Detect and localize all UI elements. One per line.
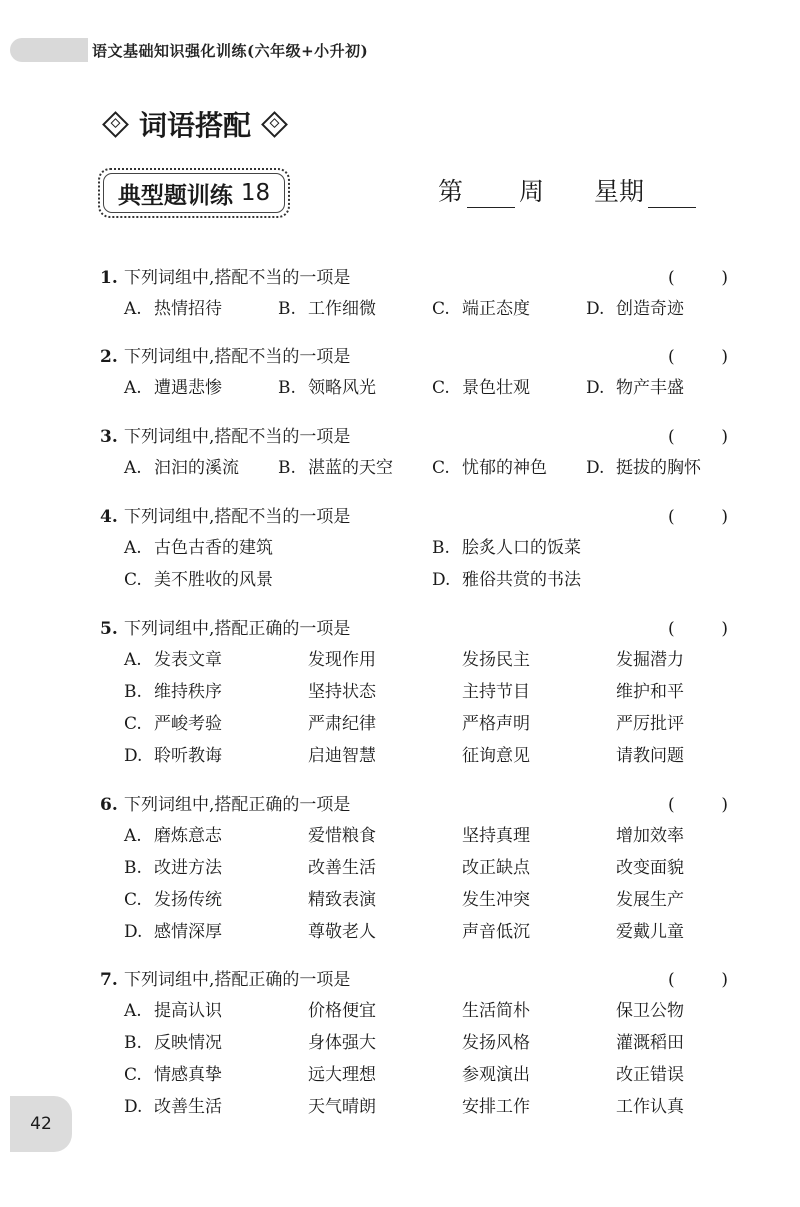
option-text: 生活简朴 xyxy=(462,1001,530,1021)
option-cell xyxy=(586,1059,740,1091)
option-cell xyxy=(432,452,586,484)
option-cell xyxy=(278,1059,432,1091)
option-text: 远大理想 xyxy=(308,1065,376,1085)
option-cell xyxy=(586,1027,740,1059)
weekday-blank[interactable] xyxy=(648,181,696,208)
option-text: 雅俗共赏的书法 xyxy=(462,570,581,590)
question-text: 下列词组中,搭配不当的一项是 xyxy=(124,507,351,527)
option-text: 安排工作 xyxy=(462,1097,530,1117)
option-text: 磨炼意志 xyxy=(154,826,222,846)
answer-parentheses[interactable] xyxy=(668,263,728,293)
option-letter: D. xyxy=(124,922,143,942)
question-stem xyxy=(100,502,740,532)
option-cell xyxy=(278,884,432,916)
option-letter: A. xyxy=(124,1001,142,1021)
section-title-text: 词语搭配 xyxy=(139,109,252,142)
option-row xyxy=(100,852,740,884)
option-text: 湛蓝的天空 xyxy=(308,458,393,478)
option-row xyxy=(100,676,740,708)
option-cell xyxy=(124,820,278,852)
option-letter: D. xyxy=(432,570,451,590)
option-letter: D. xyxy=(586,378,605,398)
question-1 xyxy=(100,263,740,325)
option-cell xyxy=(432,852,586,884)
week-label: 周 xyxy=(519,177,545,206)
option-text: 发扬风格 xyxy=(462,1033,530,1053)
option-letter: B. xyxy=(124,682,142,702)
answer-parentheses[interactable] xyxy=(668,790,728,820)
option-text: 创造奇迹 xyxy=(616,299,684,319)
option-cell xyxy=(586,995,740,1027)
option-cell xyxy=(278,644,432,676)
paren-open: ( xyxy=(668,795,675,815)
option-row xyxy=(100,884,740,916)
paren-close: ) xyxy=(721,347,728,367)
question-text: 下列词组中,搭配正确的一项是 xyxy=(124,795,351,815)
question-7 xyxy=(100,965,740,1123)
paren-open: ( xyxy=(668,347,675,367)
option-letter: B. xyxy=(124,858,142,878)
option-cell xyxy=(124,564,432,596)
question-number: 5. xyxy=(100,619,118,639)
question-text: 下列词组中,搭配正确的一项是 xyxy=(124,619,351,639)
option-cell xyxy=(278,820,432,852)
option-cell xyxy=(586,452,740,484)
option-cell xyxy=(432,1027,586,1059)
option-cell xyxy=(124,532,432,564)
week-blank[interactable] xyxy=(467,181,515,208)
question-5 xyxy=(100,614,740,772)
option-cell xyxy=(586,372,740,404)
option-cell xyxy=(586,1091,740,1123)
option-cell xyxy=(124,372,278,404)
option-cell xyxy=(124,708,278,740)
option-letter: B. xyxy=(278,378,296,398)
week-date-line xyxy=(438,172,696,208)
option-text: 爱戴儿童 xyxy=(616,922,684,942)
option-row xyxy=(100,740,740,772)
option-cell xyxy=(586,820,740,852)
book-title: 语文基础知识强化训练(六年级+小升初) xyxy=(92,42,369,60)
option-row xyxy=(100,564,740,596)
option-text: 启迪智慧 xyxy=(308,746,376,766)
option-text: 爱惜粮食 xyxy=(308,826,376,846)
option-cell xyxy=(586,740,740,772)
option-cell xyxy=(432,820,586,852)
option-letter: A. xyxy=(124,826,142,846)
option-text: 反映情况 xyxy=(154,1033,222,1053)
option-cell xyxy=(278,1027,432,1059)
question-3 xyxy=(100,422,740,484)
option-letter: C. xyxy=(432,378,450,398)
option-text: 灌溉稻田 xyxy=(616,1033,684,1053)
question-number: 6. xyxy=(100,795,118,815)
option-text: 严肃纪律 xyxy=(308,714,376,734)
paren-close: ) xyxy=(721,619,728,639)
option-cell xyxy=(432,884,586,916)
option-cell xyxy=(278,708,432,740)
option-cell xyxy=(124,1027,278,1059)
paren-open: ( xyxy=(668,619,675,639)
option-row xyxy=(100,644,740,676)
option-cell xyxy=(124,1091,278,1123)
option-text: 改善生活 xyxy=(308,858,376,878)
diamond-icon xyxy=(261,111,288,138)
option-text: 美不胜收的风景 xyxy=(154,570,273,590)
option-text: 发现作用 xyxy=(308,650,376,670)
question-number: 1. xyxy=(100,268,118,288)
question-text: 下列词组中,搭配不当的一项是 xyxy=(124,268,351,288)
question-stem xyxy=(100,263,740,293)
option-letter: C. xyxy=(432,458,450,478)
question-number: 2. xyxy=(100,347,118,367)
option-text: 端正态度 xyxy=(462,299,530,319)
option-cell xyxy=(432,532,740,564)
option-text: 物产丰盛 xyxy=(616,378,684,398)
option-text: 坚持真理 xyxy=(462,826,530,846)
option-cell xyxy=(432,708,586,740)
option-text: 严峻考验 xyxy=(154,714,222,734)
option-letter: D. xyxy=(586,299,605,319)
option-text: 发扬传统 xyxy=(154,890,222,910)
answer-parentheses[interactable] xyxy=(668,342,728,372)
option-text: 改进方法 xyxy=(154,858,222,878)
option-cell xyxy=(586,644,740,676)
option-text: 聆听教诲 xyxy=(154,746,222,766)
option-letter: A. xyxy=(124,299,142,319)
option-cell xyxy=(586,676,740,708)
question-stem xyxy=(100,965,740,995)
question-stem xyxy=(100,422,740,452)
option-letter: D. xyxy=(124,1097,143,1117)
option-text: 发展生产 xyxy=(616,890,684,910)
question-2 xyxy=(100,342,740,404)
question-4 xyxy=(100,502,740,596)
question-stem xyxy=(100,790,740,820)
option-letter: A. xyxy=(124,538,142,558)
option-row xyxy=(100,1059,740,1091)
option-cell xyxy=(432,293,586,325)
option-cell xyxy=(124,740,278,772)
option-letter: A. xyxy=(124,378,142,398)
option-cell xyxy=(586,708,740,740)
option-text: 保卫公物 xyxy=(616,1001,684,1021)
option-text: 景色壮观 xyxy=(462,378,530,398)
answer-parentheses[interactable] xyxy=(668,502,728,532)
option-text: 天气晴朗 xyxy=(308,1097,376,1117)
option-letter: C. xyxy=(124,890,142,910)
option-text: 严格声明 xyxy=(462,714,530,734)
option-text: 工作认真 xyxy=(616,1097,684,1117)
drill-number: 18 xyxy=(240,180,271,206)
option-cell xyxy=(586,852,740,884)
weekday-label: 星期 xyxy=(594,177,645,206)
option-row xyxy=(100,820,740,852)
option-cell xyxy=(432,740,586,772)
option-cell xyxy=(278,676,432,708)
option-cell xyxy=(432,644,586,676)
option-text: 挺拔的胸怀 xyxy=(616,458,701,478)
option-cell xyxy=(124,293,278,325)
option-cell xyxy=(278,372,432,404)
option-cell xyxy=(124,676,278,708)
paren-open: ( xyxy=(668,268,675,288)
option-letter: C. xyxy=(124,1065,142,1085)
option-text: 情感真挚 xyxy=(154,1065,222,1085)
question-text: 下列词组中,搭配不当的一项是 xyxy=(124,347,351,367)
option-text: 汩汩的溪流 xyxy=(154,458,239,478)
option-text: 维护和平 xyxy=(616,682,684,702)
option-text: 忧郁的神色 xyxy=(462,458,547,478)
option-letter: C. xyxy=(124,714,142,734)
option-text: 改正错误 xyxy=(616,1065,684,1085)
option-row xyxy=(100,1027,740,1059)
option-text: 坚持状态 xyxy=(308,682,376,702)
option-text: 严厉批评 xyxy=(616,714,684,734)
option-cell xyxy=(124,452,278,484)
option-text: 感情深厚 xyxy=(154,922,222,942)
question-number: 3. xyxy=(100,427,118,447)
option-row xyxy=(100,372,740,404)
option-text: 改善生活 xyxy=(154,1097,222,1117)
option-text: 发表文章 xyxy=(154,650,222,670)
option-text: 身体强大 xyxy=(308,1033,376,1053)
option-cell xyxy=(124,916,278,948)
option-row xyxy=(100,708,740,740)
question-stem xyxy=(100,614,740,644)
option-cell xyxy=(432,1059,586,1091)
page-number-tab xyxy=(10,1096,72,1152)
option-cell xyxy=(586,884,740,916)
option-text: 精致表演 xyxy=(308,890,376,910)
option-text: 提高认识 xyxy=(154,1001,222,1021)
drill-label: 典型题训练 xyxy=(117,182,233,209)
option-cell xyxy=(586,916,740,948)
option-cell xyxy=(124,644,278,676)
option-text: 脍炙人口的饭菜 xyxy=(462,538,581,558)
option-text: 发掘潜力 xyxy=(616,650,684,670)
option-text: 领略风光 xyxy=(308,378,376,398)
answer-parentheses[interactable] xyxy=(668,965,728,995)
option-text: 维持秩序 xyxy=(154,682,222,702)
option-cell xyxy=(124,995,278,1027)
option-cell xyxy=(586,293,740,325)
option-letter: D. xyxy=(586,458,605,478)
option-cell xyxy=(124,852,278,884)
option-text: 改正缺点 xyxy=(462,858,530,878)
option-text: 发生冲突 xyxy=(462,890,530,910)
paren-open: ( xyxy=(668,970,675,990)
paren-close: ) xyxy=(721,427,728,447)
option-cell xyxy=(432,995,586,1027)
answer-parentheses[interactable] xyxy=(668,614,728,644)
option-cell xyxy=(278,916,432,948)
option-text: 工作细微 xyxy=(308,299,376,319)
header-decor-bar xyxy=(10,38,88,62)
option-row xyxy=(100,452,740,484)
paren-open: ( xyxy=(668,507,675,527)
question-text: 下列词组中,搭配不当的一项是 xyxy=(124,427,351,447)
option-cell xyxy=(432,564,740,596)
option-row xyxy=(100,916,740,948)
drill-label-box xyxy=(98,168,290,218)
question-number: 4. xyxy=(100,507,118,527)
option-cell xyxy=(278,995,432,1027)
option-text: 遭遇悲惨 xyxy=(154,378,222,398)
option-cell xyxy=(278,293,432,325)
option-cell xyxy=(124,1059,278,1091)
option-text: 征询意见 xyxy=(462,746,530,766)
page-number: 42 xyxy=(30,1114,52,1134)
option-cell xyxy=(278,852,432,884)
paren-open: ( xyxy=(668,427,675,447)
option-cell xyxy=(278,452,432,484)
option-text: 声音低沉 xyxy=(462,922,530,942)
week-prefix: 第 xyxy=(438,177,464,206)
option-letter: B. xyxy=(124,1033,142,1053)
option-text: 改变面貌 xyxy=(616,858,684,878)
option-letter: C. xyxy=(124,570,142,590)
question-6 xyxy=(100,790,740,948)
option-text: 热情招待 xyxy=(154,299,222,319)
option-cell xyxy=(432,1091,586,1123)
option-letter: B. xyxy=(278,299,296,319)
option-cell xyxy=(432,916,586,948)
option-letter: A. xyxy=(124,458,142,478)
option-cell xyxy=(432,372,586,404)
paren-close: ) xyxy=(721,507,728,527)
option-letter: B. xyxy=(278,458,296,478)
option-cell xyxy=(124,884,278,916)
option-text: 尊敬老人 xyxy=(308,922,376,942)
option-text: 主持节目 xyxy=(462,682,530,702)
question-text: 下列词组中,搭配正确的一项是 xyxy=(124,970,351,990)
paren-close: ) xyxy=(721,268,728,288)
option-row xyxy=(100,293,740,325)
option-letter: B. xyxy=(432,538,450,558)
paren-close: ) xyxy=(721,795,728,815)
option-letter: A. xyxy=(124,650,142,670)
option-text: 古色古香的建筑 xyxy=(154,538,273,558)
question-stem xyxy=(100,342,740,372)
option-cell xyxy=(432,676,586,708)
option-row xyxy=(100,532,740,564)
option-cell xyxy=(278,1091,432,1123)
option-letter: D. xyxy=(124,746,143,766)
question-number: 7. xyxy=(100,970,118,990)
paren-close: ) xyxy=(721,970,728,990)
option-letter: C. xyxy=(432,299,450,319)
option-row xyxy=(100,1091,740,1123)
diamond-icon xyxy=(102,111,129,138)
section-title xyxy=(98,104,292,144)
option-text: 价格便宜 xyxy=(308,1001,376,1021)
option-row xyxy=(100,995,740,1027)
option-text: 参观演出 xyxy=(462,1065,530,1085)
option-cell xyxy=(278,740,432,772)
option-text: 请教问题 xyxy=(616,746,684,766)
answer-parentheses[interactable] xyxy=(668,422,728,452)
option-text: 增加效率 xyxy=(616,826,684,846)
option-text: 发扬民主 xyxy=(462,650,530,670)
